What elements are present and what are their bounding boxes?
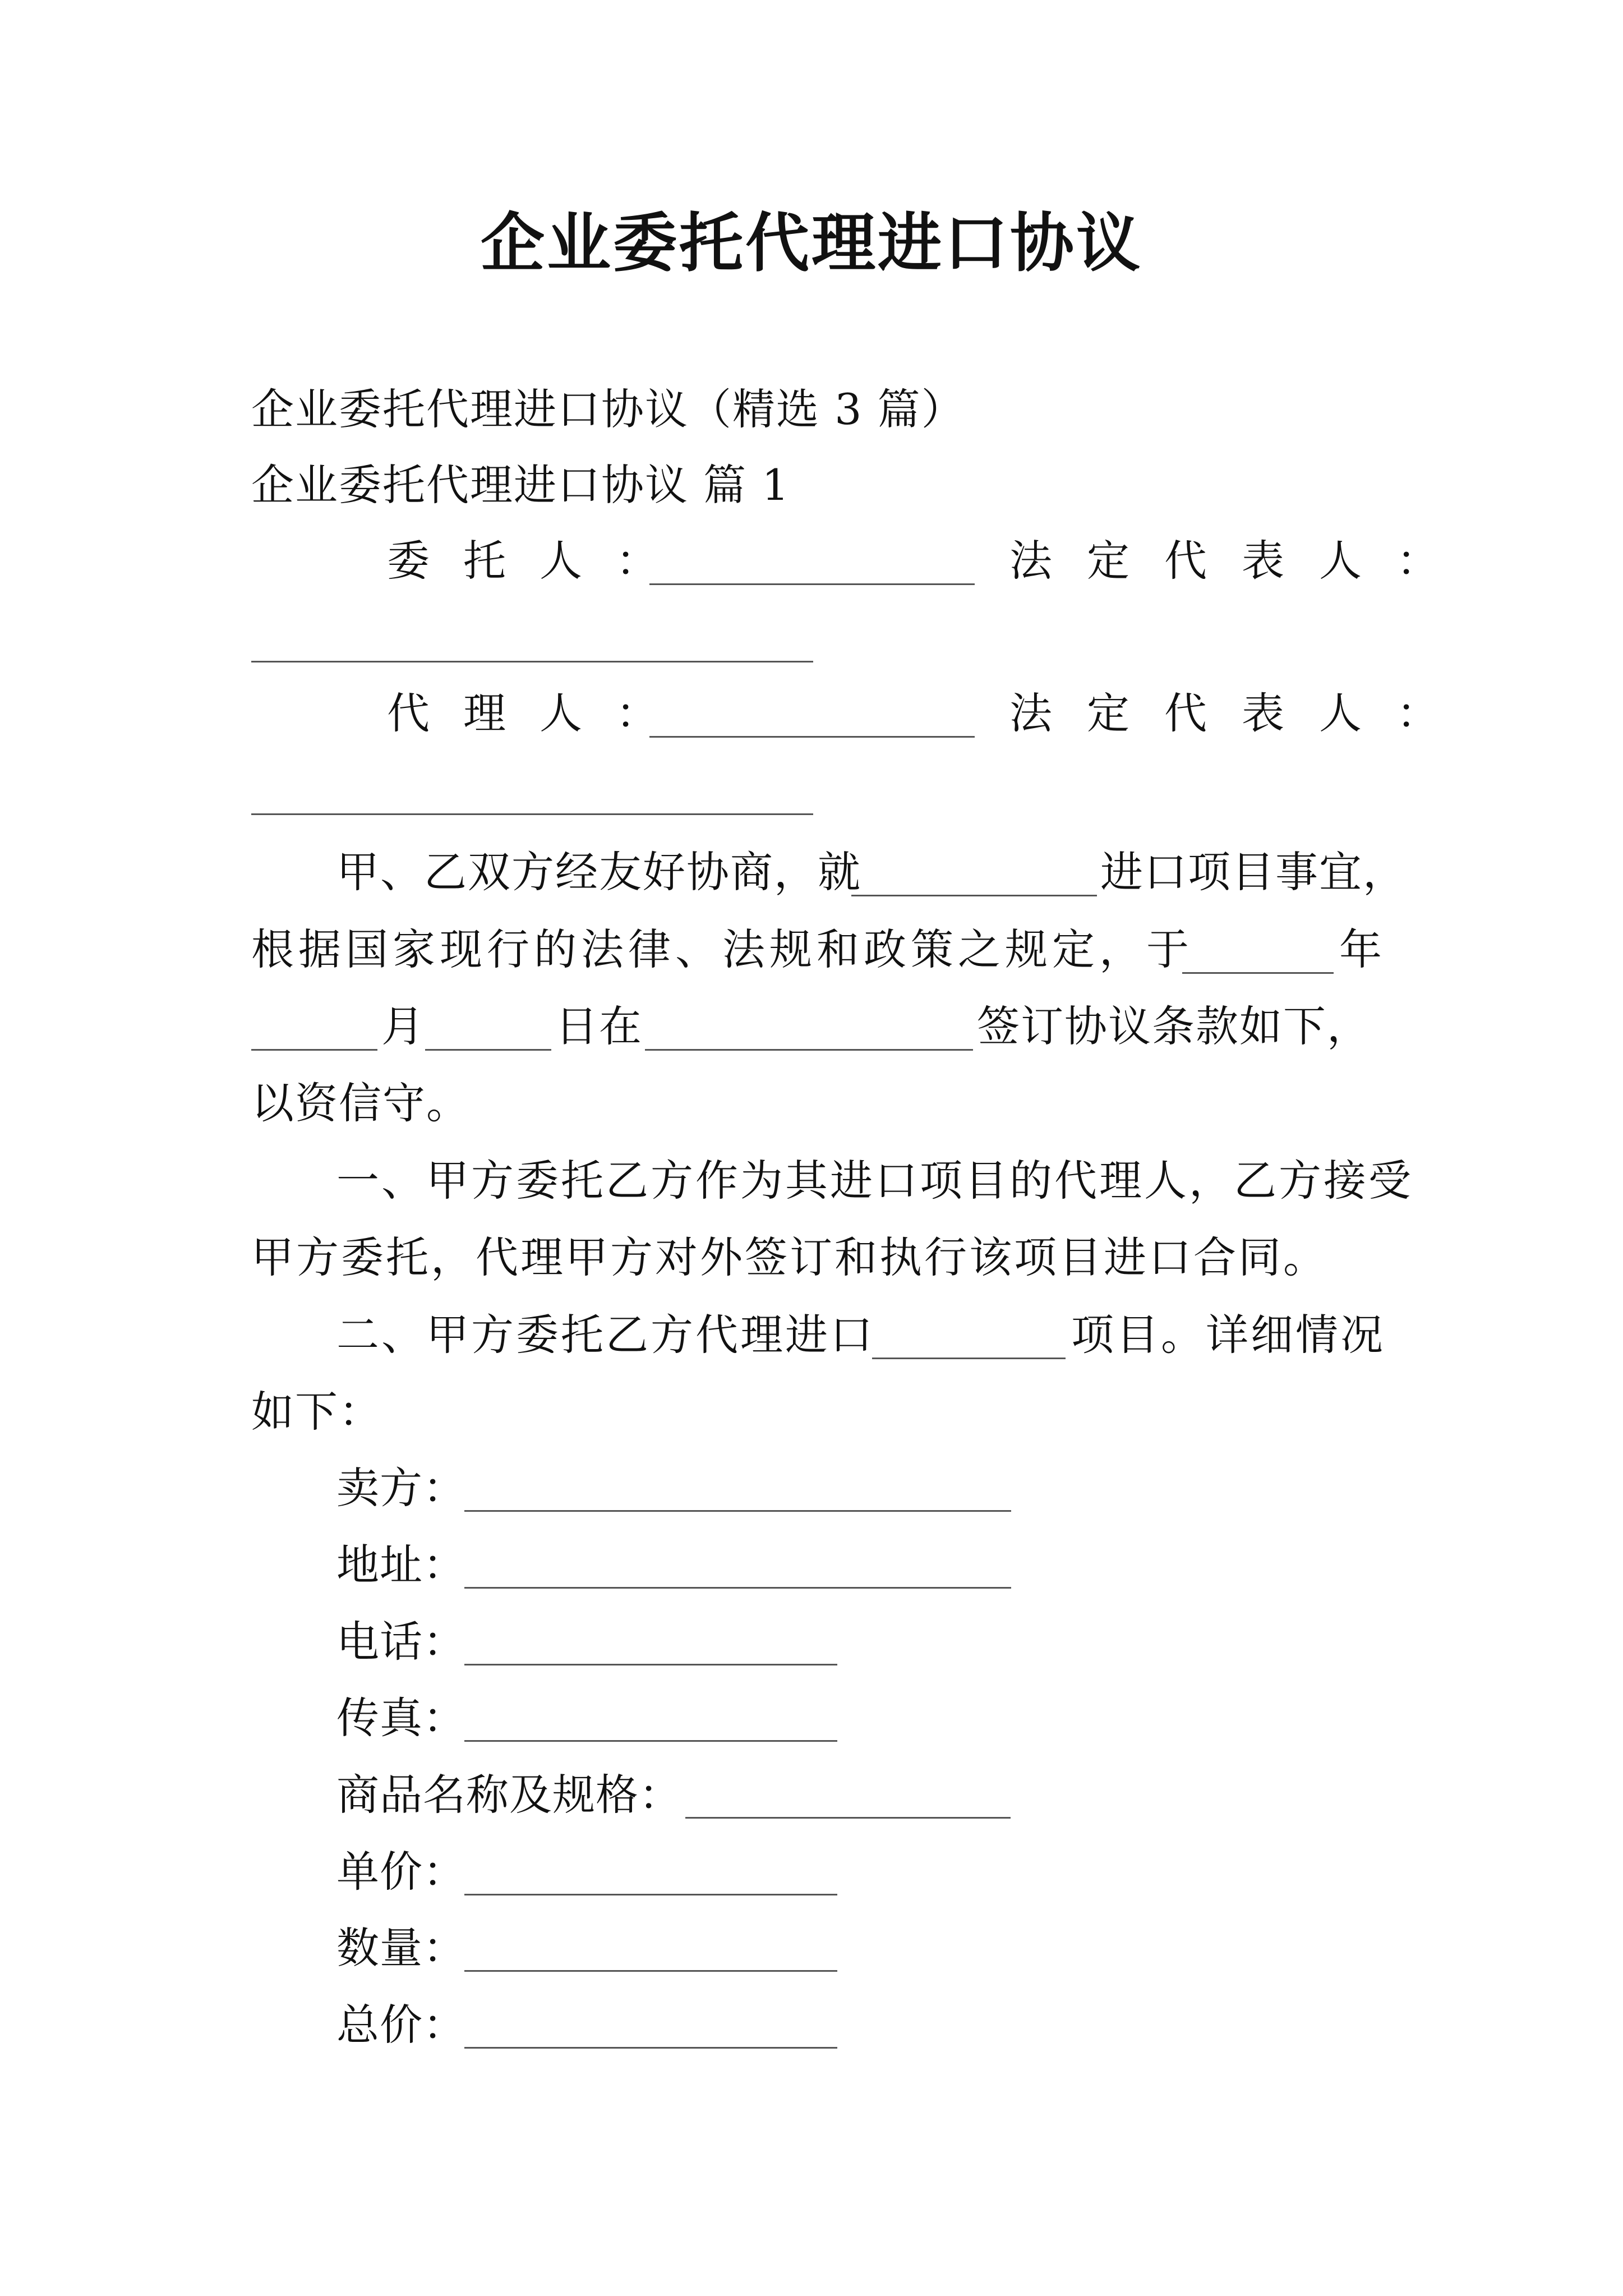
field-total-blank [464,2047,837,2049]
party-b-rep-label: 法定代表人： [1009,688,1474,738]
place-blank [645,1049,973,1051]
para1-line3-a: 月 [381,1001,425,1051]
field-phone-blank [464,1664,837,1665]
para1-line2-b: 年 [1339,924,1383,974]
field-fax-blank [464,1740,837,1742]
field-address-blank [464,1587,1011,1589]
field-phone-label: 电话： [336,1617,466,1667]
field-seller-blank [464,1510,1011,1512]
field-address-label: 地址： [336,1540,466,1590]
para1-line2-a: 根据国家现行的法律、法规和政策之规定，于 [251,924,1193,974]
para1-line4: 以资信守。 [251,1078,470,1128]
party-a-label: 委托人： [387,536,692,586]
document-title: 企业委托代理进口协议 [480,205,1142,280]
field-unit-price-blank [464,1894,837,1895]
field-seller-label: 卖方： [336,1463,466,1513]
document-subtitle: 企业委托代理进口协议（精选 3 篇） [251,384,965,434]
para1-line1-b: 进口项目事宜， [1100,847,1407,897]
day-blank [425,1049,551,1051]
clause1-line2: 甲方委托，代理甲方对外签订和执行该项目进口合同。 [251,1232,1328,1282]
clause2-line1-a: 二、甲方委托乙方代理进口 [336,1310,875,1360]
field-quantity-label: 数量： [336,1923,466,1973]
para1-line3-c: 签订协议条款如下， [977,1001,1371,1051]
para1-line1-a: 甲、乙双方经友好协商，就 [336,847,861,897]
month-blank [251,1049,377,1051]
clause1-line1: 一、甲方委托乙方作为其进口项目的代理人，乙方接受 [336,1156,1413,1205]
clause2-line1-b: 项目。详细情况 [1071,1310,1385,1360]
section-heading: 企业委托代理进口协议 篇 1 [251,460,790,510]
party-a-rep-label: 法定代表人： [1009,536,1474,586]
party-b-rep-blank [251,813,813,815]
party-b-label: 代理人： [387,688,692,738]
field-unit-price-label: 单价： [336,1847,466,1897]
project-blank [851,895,1097,896]
field-product-blank [685,1817,1011,1819]
para1-line3-b: 日在 [555,1001,643,1051]
field-total-label: 总价： [336,2000,466,2050]
field-quantity-blank [464,1970,837,1972]
clause2-line2: 如下： [251,1387,382,1437]
party-a-rep-blank [251,661,813,662]
year-blank [1182,972,1334,974]
import-item-blank [872,1358,1066,1359]
party-a-name-blank [649,583,975,585]
field-fax-label: 传真： [336,1693,466,1743]
field-product-label: 商品名称及规格： [336,1770,682,1820]
party-b-name-blank [649,736,975,738]
